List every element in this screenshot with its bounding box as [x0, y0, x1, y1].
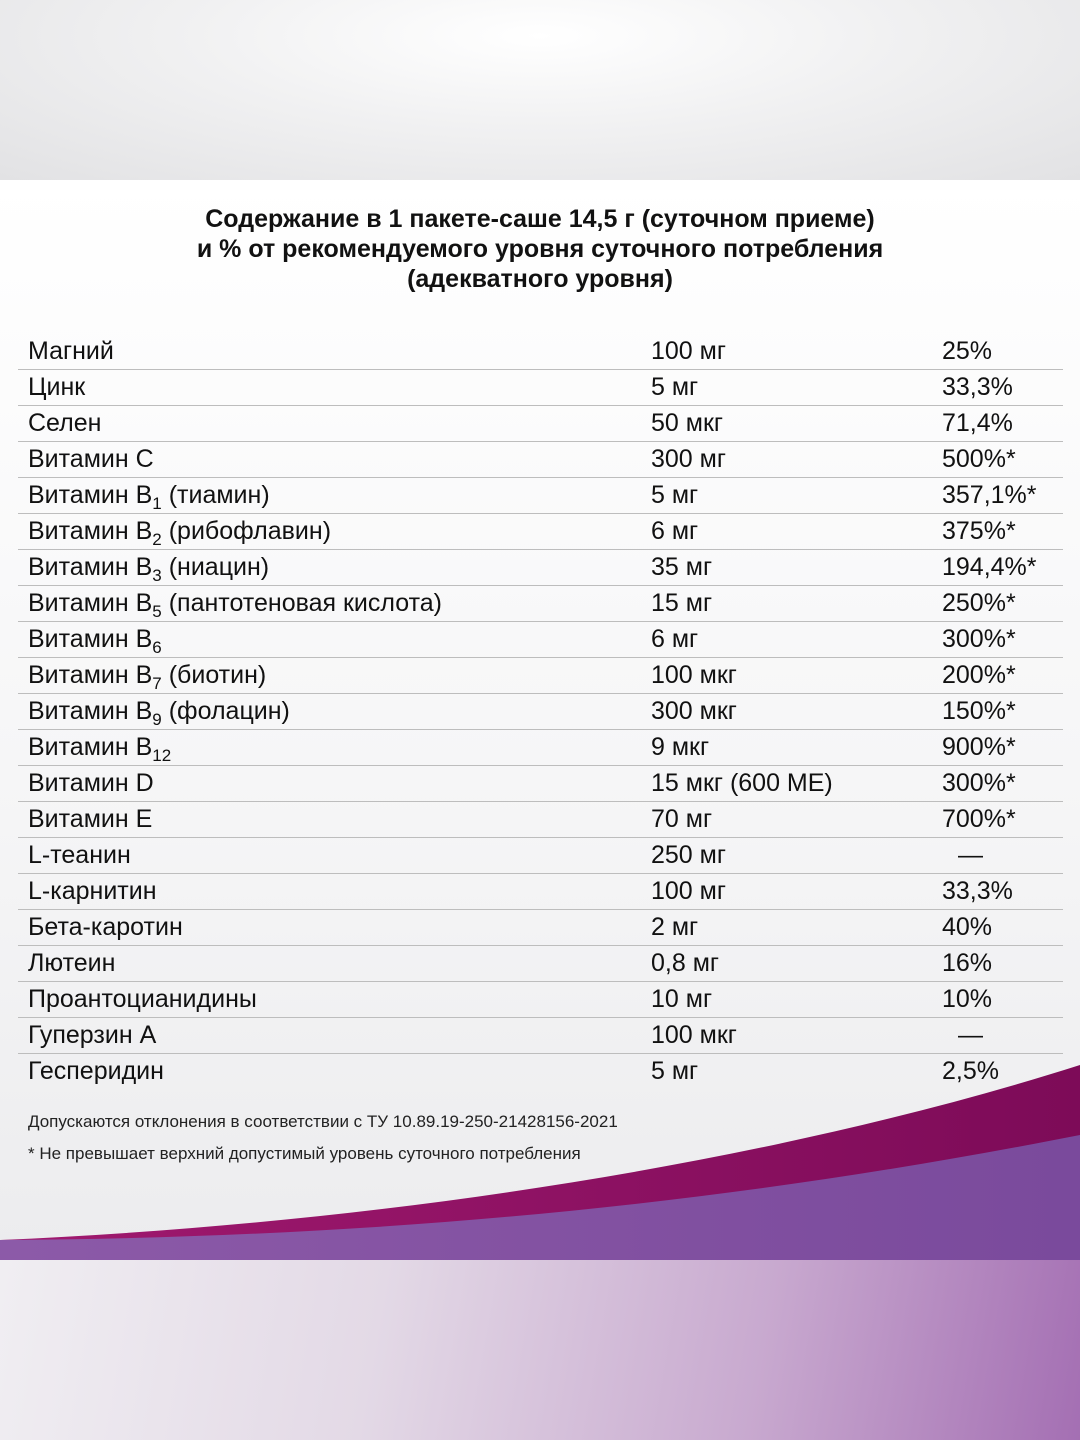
title-line-1: Содержание в 1 пакете-саше 14,5 г (суточном приеме) — [205, 205, 875, 233]
table-row — [18, 982, 1063, 1018]
nutrient-percent: 33,3% — [942, 877, 1013, 905]
nutrient-percent: 194,4%* — [942, 553, 1037, 581]
nutrient-amount: 0,8 мг — [651, 949, 720, 977]
nutrient-amount: 15 мкг (600 МЕ) — [651, 769, 833, 797]
nutrient-name: Проантоцианидины — [28, 985, 257, 1013]
table-row — [18, 838, 1063, 874]
nutrient-name: Селен — [28, 409, 102, 437]
nutrient-name: Лютеин — [28, 949, 116, 977]
nutrient-percent: — — [958, 1021, 983, 1049]
nutrient-amount: 100 мг — [651, 877, 726, 905]
nutrient-percent: 33,3% — [942, 373, 1013, 401]
nutrient-amount: 35 мг — [651, 553, 713, 581]
table-row — [18, 586, 1063, 622]
nutrient-name: Витамин $В_5$ (пантотеновая кислота) — [28, 589, 443, 621]
nutrient-percent: 25% — [942, 337, 993, 365]
nutrient-name: Витамин $В_9$ (фолацин) — [28, 697, 290, 729]
nutrient-percent: 900%* — [942, 733, 1016, 761]
composition-card — [0, 180, 1080, 1260]
nutrient-amount: 5 мг — [651, 481, 699, 509]
nutrient-amount: 250 мг — [651, 841, 726, 869]
nutrient-name: Витамин $В_3$ (ниацин) — [28, 553, 270, 585]
table-row — [18, 730, 1063, 766]
nutrient-percent: 2,5% — [942, 1057, 999, 1085]
nutrient-amount: 10 мг — [651, 985, 713, 1013]
nutrient-name: Витамин $В_{12}$ — [28, 733, 172, 765]
deviation-note: Допускаются отклонения в соответствии с ТУ 10.89.19-250-21428156-2021 — [28, 1112, 618, 1131]
nutrient-percent: 300%* — [942, 769, 1016, 797]
table-row — [18, 478, 1063, 514]
nutrient-name: L-карнитин — [28, 877, 157, 905]
table-row — [18, 550, 1063, 586]
table-row — [18, 910, 1063, 946]
table-row — [18, 766, 1063, 802]
table-row — [18, 1018, 1063, 1054]
nutrient-name: Бета-каротин — [28, 913, 183, 941]
nutrient-amount: 100 мкг — [651, 1021, 737, 1049]
table-row — [18, 694, 1063, 730]
nutrient-name: Витамин $В_1$ (тиамин) — [28, 481, 270, 513]
table-row — [18, 874, 1063, 910]
nutrient-percent: 150%* — [942, 697, 1016, 725]
nutrient-amount: 15 мг — [651, 589, 713, 617]
nutrient-percent: 375%* — [942, 517, 1016, 545]
table-row — [18, 370, 1063, 406]
nutrient-percent: 16% — [942, 949, 993, 977]
nutrient-amount: 100 мг — [651, 337, 726, 365]
table-row — [18, 406, 1063, 442]
table-row — [18, 442, 1063, 478]
nutrient-amount: 6 мг — [651, 625, 699, 653]
footnotes — [28, 1110, 618, 1174]
nutrient-table — [18, 334, 1063, 1089]
page-title — [90, 204, 990, 294]
nutrient-name: Витамин $В_6$ — [28, 625, 162, 657]
nutrient-percent: 200%* — [942, 661, 1016, 689]
nutrient-name: Витамин С — [28, 445, 154, 473]
table-row — [18, 514, 1063, 550]
nutrient-percent: 357,1%* — [942, 481, 1037, 509]
nutrient-percent: 300%* — [942, 625, 1016, 653]
table-row — [18, 622, 1063, 658]
nutrient-amount: 300 мкг — [651, 697, 737, 725]
nutrient-amount: 9 мкг — [651, 733, 710, 761]
nutrient-amount: 6 мг — [651, 517, 699, 545]
nutrient-amount: 50 мкг — [651, 409, 723, 437]
nutrient-percent: 10% — [942, 985, 993, 1013]
nutrient-amount: 100 мкг — [651, 661, 737, 689]
title-line-3: (адекватного уровня) — [407, 265, 673, 293]
nutrient-amount: 300 мг — [651, 445, 726, 473]
nutrient-name: L-теанин — [28, 841, 131, 869]
nutrient-name: Витамин D — [28, 769, 154, 797]
bottom-background — [0, 1260, 1080, 1440]
nutrient-name: Витамин Е — [28, 805, 153, 833]
nutrient-name: Витамин $В_2$ (рибофлавин) — [28, 517, 332, 549]
nutrient-name: Гуперзин А — [28, 1021, 157, 1049]
table-row — [18, 334, 1063, 370]
nutrient-amount: 5 мг — [651, 373, 699, 401]
title-line-2: и % от рекомендуемого уровня суточного потребления — [196, 235, 884, 263]
nutrient-amount: 5 мг — [651, 1057, 699, 1085]
nutrient-name: Магний — [28, 337, 114, 365]
nutrient-percent: 700%* — [942, 805, 1016, 833]
nutrient-name: Цинк — [28, 373, 86, 401]
nutrient-percent: — — [958, 841, 983, 869]
asterisk-note: * Не превышает верхний допустимый уровень суточного потребления — [28, 1144, 581, 1163]
table-row — [18, 946, 1063, 982]
nutrient-amount: 70 мг — [651, 805, 713, 833]
nutrient-name: Гесперидин — [28, 1057, 164, 1085]
nutrient-percent: 500%* — [942, 445, 1016, 473]
nutrient-name: Витамин $В_7$ (биотин) — [28, 661, 267, 693]
table-row — [18, 802, 1063, 838]
top-background — [0, 0, 1080, 180]
table-row — [18, 658, 1063, 694]
nutrient-percent: 250%* — [942, 589, 1016, 617]
nutrient-percent: 71,4% — [942, 409, 1013, 437]
nutrient-percent: 40% — [942, 913, 993, 941]
nutrient-amount: 2 мг — [651, 913, 699, 941]
table-row — [18, 1054, 1063, 1089]
